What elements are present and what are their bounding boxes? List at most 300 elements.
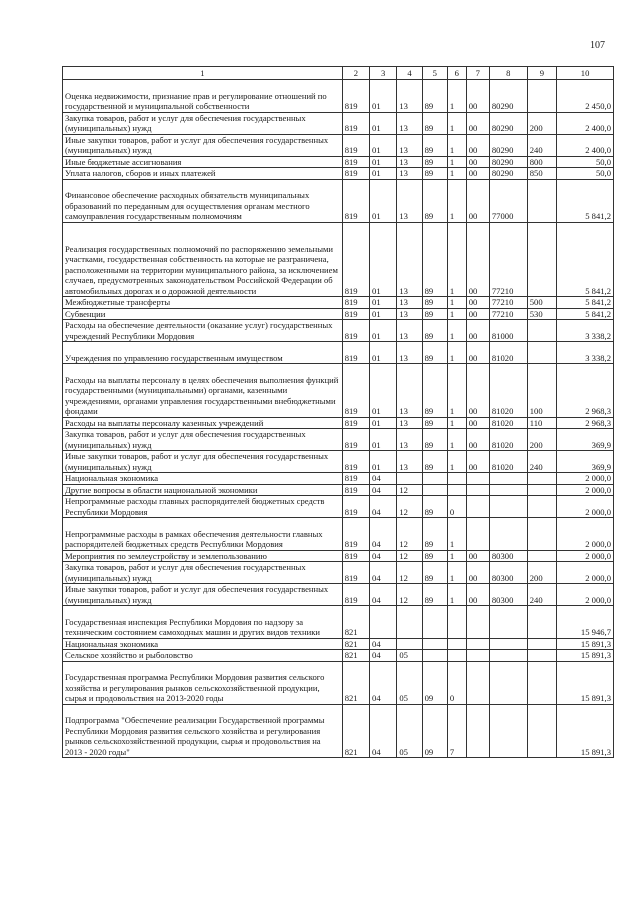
admin-code-cell: 819 [342,417,369,429]
amount-cell: 2 400,0 [557,134,614,156]
target-code-cell: 77000 [489,179,527,222]
admin-code-cell: 819 [342,518,369,551]
header-cell: 10 [557,67,614,80]
expense-type-code-cell [527,222,556,297]
target-code-cell: 80300 [489,584,527,606]
target-code-cell: 77210 [489,222,527,297]
expense-type-code-cell: 850 [527,168,556,180]
header-cell: 3 [370,67,397,80]
subprogram-code-cell [447,638,466,650]
section-code-cell: 01 [370,156,397,168]
expense-type-code-cell: 240 [527,134,556,156]
direction-code-cell [466,638,489,650]
subsection-code-cell: 13 [397,168,422,180]
expense-type-code-cell: 800 [527,156,556,168]
table-row [63,638,614,650]
direction-code-cell: 00 [466,308,489,320]
subsection-code-cell: 13 [397,297,422,309]
amount-cell: 50,0 [557,168,614,180]
program-code-cell: 89 [422,562,447,584]
admin-code-cell: 821 [342,638,369,650]
table-row [63,417,614,429]
row-name-cell: Реализация государственных полномочий по распоряжению земельными участками, государственная собственность на которые не разграничена, расположенными на территории муниципального района, за исключением случаев, предусмотренных законодательством Российской Федерации об автомобильных дорогах и о дорожной деятельности [63,222,343,297]
subprogram-code-cell: 1 [447,308,466,320]
section-code-cell: 01 [370,364,397,418]
amount-cell: 15 891,3 [557,704,614,758]
amount-cell: 2 000,0 [557,518,614,551]
section-code-cell: 01 [370,168,397,180]
table-row [63,222,614,297]
table-row [63,484,614,496]
direction-code-cell: 00 [466,112,489,134]
row-name-cell: Государственная инспекция Республики Мордовия по надзору за техническим состоянием самоходных машин и других видов техники [63,606,343,639]
amount-cell: 2 400,0 [557,112,614,134]
admin-code-cell: 819 [342,484,369,496]
program-code-cell: 89 [422,496,447,518]
subprogram-code-cell: 1 [447,179,466,222]
subprogram-code-cell: 1 [447,80,466,113]
admin-code-cell: 821 [342,606,369,639]
table-row [63,550,614,562]
target-code-cell: 80300 [489,562,527,584]
target-code-cell [489,704,527,758]
subprogram-code-cell: 1 [447,134,466,156]
subprogram-code-cell: 1 [447,156,466,168]
subprogram-code-cell: 1 [447,112,466,134]
admin-code-cell: 819 [342,80,369,113]
amount-cell: 5 841,2 [557,179,614,222]
subprogram-code-cell: 0 [447,661,466,704]
subsection-code-cell: 13 [397,451,422,473]
row-name-cell: Сельское хозяйство и рыболовство [63,650,343,662]
target-code-cell: 77210 [489,308,527,320]
expense-type-code-cell: 200 [527,112,556,134]
row-name-cell: Подпрограмма "Обеспечение реализации Государственной программы Республики Мордовия развития сельского хозяйства и регулирования рынков сельскохозяйственной продукции, сырья и продовольствия на 2013 - 2020 годы" [63,704,343,758]
section-code-cell: 04 [370,473,397,485]
target-code-cell: 81020 [489,364,527,418]
expense-type-code-cell [527,650,556,662]
direction-code-cell: 00 [466,417,489,429]
expense-type-code-cell: 530 [527,308,556,320]
table-row [63,342,614,364]
admin-code-cell: 819 [342,297,369,309]
admin-code-cell: 819 [342,179,369,222]
program-code-cell: 09 [422,661,447,704]
row-name-cell: Уплата налогов, сборов и иных платежей [63,168,343,180]
program-code-cell: 89 [422,584,447,606]
program-code-cell: 89 [422,297,447,309]
row-name-cell: Закупка товаров, работ и услуг для обеспечения государственных (муниципальных) нужд [63,429,343,451]
program-code-cell: 89 [422,320,447,342]
section-code-cell: 04 [370,584,397,606]
admin-code-cell: 819 [342,168,369,180]
subsection-code-cell [397,473,422,485]
expense-type-code-cell: 240 [527,584,556,606]
target-code-cell: 77210 [489,297,527,309]
amount-cell: 369,9 [557,451,614,473]
table-row [63,704,614,758]
table-row [63,606,614,639]
amount-cell: 2 000,0 [557,550,614,562]
section-code-cell: 01 [370,342,397,364]
direction-code-cell: 00 [466,156,489,168]
amount-cell: 2 968,3 [557,417,614,429]
section-code-cell: 01 [370,80,397,113]
admin-code-cell: 819 [342,550,369,562]
header-cell: 5 [422,67,447,80]
row-name-cell: Иные закупки товаров, работ и услуг для обеспечения государственных (муниципальных) нужд [63,584,343,606]
subprogram-code-cell [447,650,466,662]
section-code-cell: 01 [370,297,397,309]
direction-code-cell: 00 [466,364,489,418]
row-name-cell: Закупка товаров, работ и услуг для обеспечения государственных (муниципальных) нужд [63,112,343,134]
row-name-cell: Расходы на выплаты персоналу в целях обеспечения выполнения функций государственными (муниципальными) органами, казенными учреждениями, органами управления государственными внебюджетными фондами [63,364,343,418]
target-code-cell [489,661,527,704]
row-name-cell: Государственная программа Республики Мордовия развития сельского хозяйства и регулирования рынков сельскохозяйственной продукции, сырья и продовольствия на 2013-2020 годы [63,661,343,704]
subsection-code-cell: 05 [397,661,422,704]
subsection-code-cell: 12 [397,584,422,606]
subsection-code-cell [397,606,422,639]
amount-cell: 2 450,0 [557,80,614,113]
admin-code-cell: 819 [342,496,369,518]
subsection-code-cell: 12 [397,484,422,496]
program-code-cell: 89 [422,364,447,418]
direction-code-cell [466,650,489,662]
amount-cell: 2 000,0 [557,473,614,485]
program-code-cell: 89 [422,518,447,551]
row-name-cell: Расходы на выплаты персоналу казенных учреждений [63,417,343,429]
subsection-code-cell: 13 [397,320,422,342]
admin-code-cell: 819 [342,473,369,485]
subsection-code-cell: 12 [397,550,422,562]
table-row [63,562,614,584]
subsection-code-cell: 13 [397,342,422,364]
subprogram-code-cell [447,484,466,496]
direction-code-cell: 00 [466,80,489,113]
amount-cell: 2 000,0 [557,484,614,496]
amount-cell: 2 968,3 [557,364,614,418]
section-code-cell: 04 [370,638,397,650]
row-name-cell: Непрограммные расходы главных распорядителей бюджетных средств Республики Мордовия [63,496,343,518]
table-row [63,308,614,320]
subsection-code-cell: 13 [397,429,422,451]
expense-type-code-cell: 200 [527,429,556,451]
subsection-code-cell: 12 [397,562,422,584]
target-code-cell [489,606,527,639]
admin-code-cell: 819 [342,562,369,584]
section-code-cell: 04 [370,562,397,584]
admin-code-cell: 819 [342,134,369,156]
header-cell: 6 [447,67,466,80]
admin-code-cell: 821 [342,650,369,662]
amount-cell: 5 841,2 [557,308,614,320]
admin-code-cell: 819 [342,156,369,168]
amount-cell: 15 891,3 [557,661,614,704]
direction-code-cell [466,496,489,518]
expense-type-code-cell [527,80,556,113]
expense-type-code-cell [527,473,556,485]
section-code-cell: 01 [370,308,397,320]
section-code-cell: 04 [370,704,397,758]
table-row [63,320,614,342]
row-name-cell: Закупка товаров, работ и услуг для обеспечения государственных (муниципальных) нужд [63,562,343,584]
admin-code-cell: 819 [342,112,369,134]
section-code-cell: 01 [370,417,397,429]
program-code-cell: 89 [422,550,447,562]
amount-cell: 3 338,2 [557,342,614,364]
table-row [63,80,614,113]
subsection-code-cell: 05 [397,650,422,662]
header-cell: 1 [63,67,343,80]
direction-code-cell: 00 [466,550,489,562]
program-code-cell [422,473,447,485]
expense-type-code-cell [527,704,556,758]
direction-code-cell: 00 [466,562,489,584]
program-code-cell: 89 [422,342,447,364]
amount-cell: 5 841,2 [557,297,614,309]
row-name-cell: Межбюджетные трансферты [63,297,343,309]
expense-type-code-cell [527,638,556,650]
table-row [63,156,614,168]
direction-code-cell: 00 [466,584,489,606]
section-code-cell: 01 [370,320,397,342]
row-name-cell: Оценка недвижимости, признание прав и регулирование отношений по государственной и муниципальной собственности [63,80,343,113]
expense-type-code-cell [527,320,556,342]
expense-type-code-cell: 110 [527,417,556,429]
section-code-cell: 04 [370,550,397,562]
subsection-code-cell: 13 [397,80,422,113]
subsection-code-cell: 13 [397,156,422,168]
table-row [63,451,614,473]
amount-cell: 15 891,3 [557,650,614,662]
expense-type-code-cell [527,606,556,639]
section-code-cell: 01 [370,112,397,134]
subprogram-code-cell: 1 [447,584,466,606]
table-row [63,168,614,180]
direction-code-cell: 00 [466,297,489,309]
header-cell: 7 [466,67,489,80]
expense-type-code-cell: 100 [527,364,556,418]
subprogram-code-cell: 1 [447,417,466,429]
table-row [63,584,614,606]
section-code-cell: 04 [370,484,397,496]
subprogram-code-cell: 1 [447,518,466,551]
header-row [63,67,614,80]
subsection-code-cell: 13 [397,417,422,429]
direction-code-cell: 00 [466,222,489,297]
subsection-code-cell: 13 [397,112,422,134]
target-code-cell: 80290 [489,134,527,156]
program-code-cell [422,650,447,662]
admin-code-cell: 819 [342,584,369,606]
program-code-cell: 89 [422,80,447,113]
direction-code-cell [466,473,489,485]
program-code-cell [422,484,447,496]
subsection-code-cell [397,638,422,650]
program-code-cell: 89 [422,308,447,320]
subsection-code-cell: 12 [397,496,422,518]
admin-code-cell: 821 [342,704,369,758]
admin-code-cell: 819 [342,342,369,364]
expense-type-code-cell [527,661,556,704]
amount-cell: 5 841,2 [557,222,614,297]
admin-code-cell: 821 [342,661,369,704]
section-code-cell: 04 [370,496,397,518]
amount-cell: 2 000,0 [557,496,614,518]
subsection-code-cell: 13 [397,308,422,320]
header-cell: 9 [527,67,556,80]
table-row [63,496,614,518]
target-code-cell: 81020 [489,342,527,364]
target-code-cell: 80290 [489,156,527,168]
expense-type-code-cell [527,484,556,496]
direction-code-cell: 00 [466,429,489,451]
program-code-cell: 89 [422,134,447,156]
section-code-cell: 01 [370,429,397,451]
table-row [63,518,614,551]
row-name-cell: Расходы на обеспечение деятельности (оказание услуг) государственных учреждений Республики Мордовия [63,320,343,342]
section-code-cell: 01 [370,134,397,156]
amount-cell: 15 946,7 [557,606,614,639]
table-body [63,80,614,758]
row-name-cell: Финансовое обеспечение расходных обязательств муниципальных образований по переданным для осуществления органам местного самоуправления государственным полномочиям [63,179,343,222]
target-code-cell: 80290 [489,112,527,134]
row-name-cell: Учреждения по управлению государственным имуществом [63,342,343,364]
subprogram-code-cell: 1 [447,222,466,297]
program-code-cell: 89 [422,451,447,473]
direction-code-cell [466,704,489,758]
table-row [63,473,614,485]
program-code-cell: 89 [422,112,447,134]
expense-type-code-cell [527,179,556,222]
table-row [63,650,614,662]
subprogram-code-cell: 1 [447,550,466,562]
program-code-cell: 89 [422,429,447,451]
section-code-cell: 01 [370,222,397,297]
header-cell: 4 [397,67,422,80]
program-code-cell: 89 [422,179,447,222]
subsection-code-cell: 13 [397,134,422,156]
expense-type-code-cell [527,550,556,562]
direction-code-cell: 00 [466,342,489,364]
table-row [63,179,614,222]
table-row [63,297,614,309]
target-code-cell [489,484,527,496]
row-name-cell: Другие вопросы в области национальной экономики [63,484,343,496]
section-code-cell: 01 [370,451,397,473]
admin-code-cell: 819 [342,364,369,418]
amount-cell: 3 338,2 [557,320,614,342]
expense-type-code-cell: 200 [527,562,556,584]
admin-code-cell: 819 [342,308,369,320]
target-code-cell: 80300 [489,550,527,562]
row-name-cell: Субвенции [63,308,343,320]
subprogram-code-cell [447,473,466,485]
program-code-cell: 89 [422,156,447,168]
admin-code-cell: 819 [342,429,369,451]
target-code-cell [489,473,527,485]
subprogram-code-cell [447,606,466,639]
target-code-cell: 80290 [489,80,527,113]
program-code-cell: 89 [422,417,447,429]
program-code-cell: 89 [422,168,447,180]
subprogram-code-cell: 1 [447,364,466,418]
row-name-cell: Национальная экономика [63,473,343,485]
target-code-cell [489,518,527,551]
subsection-code-cell: 13 [397,179,422,222]
expense-type-code-cell [527,518,556,551]
expense-type-code-cell: 500 [527,297,556,309]
row-name-cell: Национальная экономика [63,638,343,650]
direction-code-cell: 00 [466,168,489,180]
subsection-code-cell: 05 [397,704,422,758]
admin-code-cell: 819 [342,451,369,473]
direction-code-cell: 00 [466,134,489,156]
admin-code-cell: 819 [342,222,369,297]
section-code-cell: 04 [370,661,397,704]
section-code-cell: 04 [370,650,397,662]
subsection-code-cell: 13 [397,222,422,297]
table-row [63,661,614,704]
admin-code-cell: 819 [342,320,369,342]
subprogram-code-cell: 1 [447,297,466,309]
amount-cell: 369,9 [557,429,614,451]
target-code-cell [489,638,527,650]
target-code-cell: 81020 [489,417,527,429]
section-code-cell [370,606,397,639]
target-code-cell: 81020 [489,451,527,473]
subprogram-code-cell: 1 [447,451,466,473]
row-name-cell: Непрограммные расходы в рамках обеспечения деятельности главных распорядителей бюджетных средств Республики Мордовия [63,518,343,551]
row-name-cell: Иные закупки товаров, работ и услуг для обеспечения государственных (муниципальных) нужд [63,451,343,473]
program-code-cell: 09 [422,704,447,758]
program-code-cell [422,606,447,639]
amount-cell: 2 000,0 [557,584,614,606]
target-code-cell [489,496,527,518]
section-code-cell: 01 [370,179,397,222]
page-number: 107 [590,40,605,51]
subsection-code-cell: 12 [397,518,422,551]
expense-type-code-cell: 240 [527,451,556,473]
direction-code-cell [466,606,489,639]
expense-type-code-cell [527,496,556,518]
section-code-cell: 04 [370,518,397,551]
program-code-cell [422,638,447,650]
subprogram-code-cell: 1 [447,342,466,364]
amount-cell: 2 000,0 [557,562,614,584]
subprogram-code-cell: 1 [447,562,466,584]
subprogram-code-cell: 7 [447,704,466,758]
direction-code-cell: 00 [466,179,489,222]
subprogram-code-cell: 1 [447,429,466,451]
direction-code-cell: 00 [466,451,489,473]
table-row [63,112,614,134]
row-name-cell: Мероприятия по землеустройству и землепользованию [63,550,343,562]
row-name-cell: Иные закупки товаров, работ и услуг для обеспечения государственных (муниципальных) нужд [63,134,343,156]
header-cell: 8 [489,67,527,80]
direction-code-cell [466,518,489,551]
subprogram-code-cell: 0 [447,496,466,518]
target-code-cell: 80290 [489,168,527,180]
direction-code-cell [466,661,489,704]
amount-cell: 50,0 [557,156,614,168]
subsection-code-cell: 13 [397,364,422,418]
expense-type-code-cell [527,342,556,364]
budget-table [62,66,614,758]
direction-code-cell: 00 [466,320,489,342]
table-row [63,134,614,156]
table-row [63,364,614,418]
